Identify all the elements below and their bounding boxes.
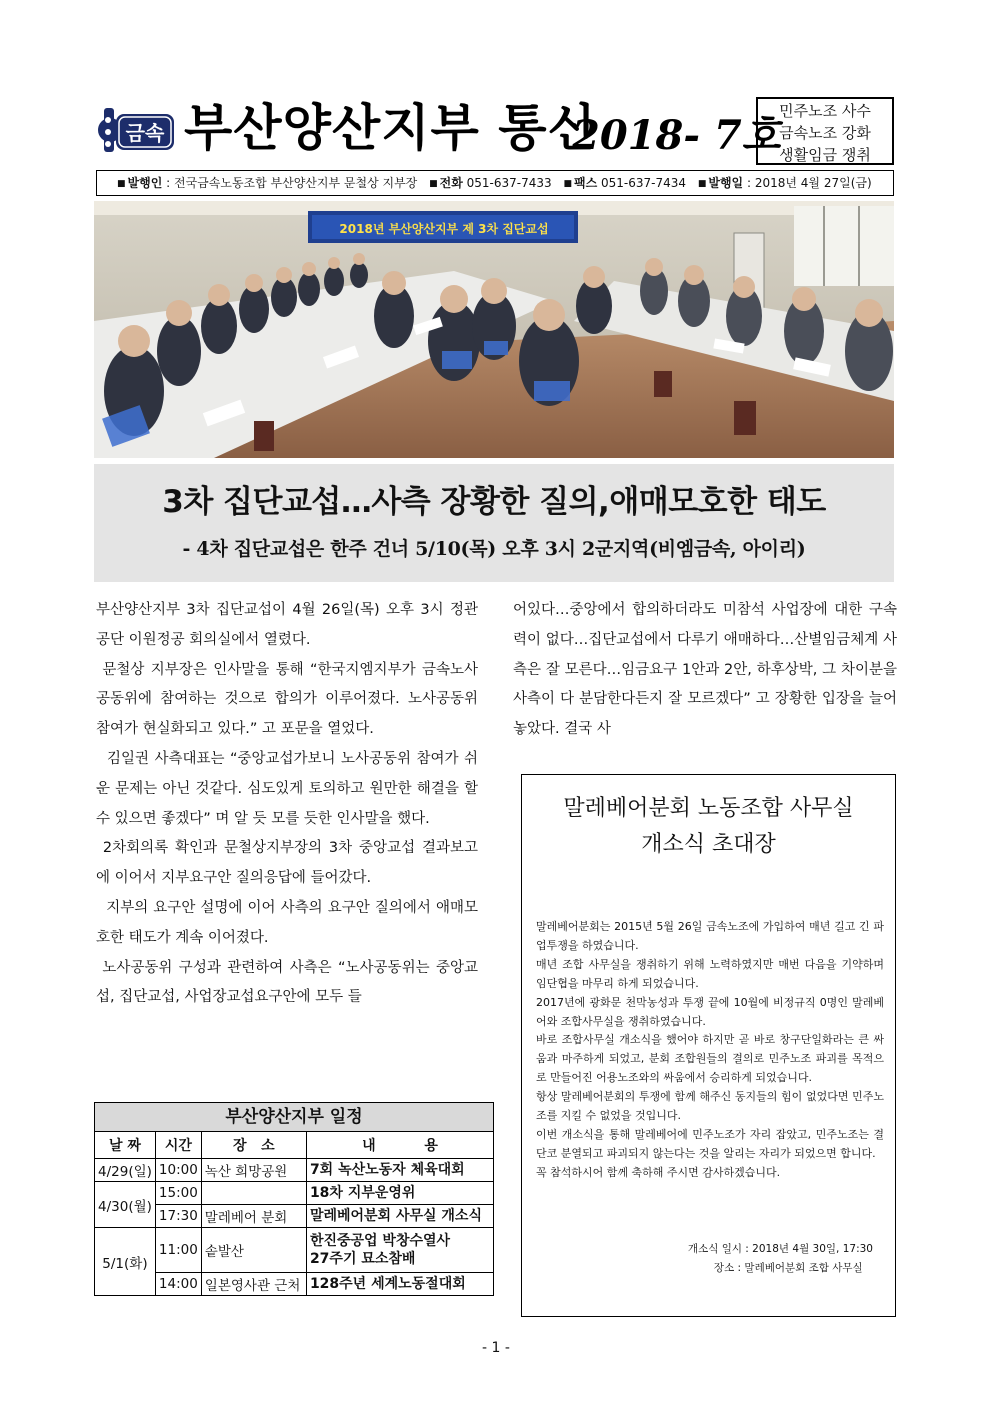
square-bullet-icon: ■ (117, 179, 126, 189)
meeting-photo (94, 201, 894, 458)
header-time: 시간 (155, 1132, 201, 1159)
cell-content (306, 1228, 493, 1273)
cell-place: 말레베어 분회 (201, 1205, 306, 1228)
square-bullet-icon: ■ (563, 179, 572, 189)
cell-place: 일본영사관 근처 (201, 1273, 306, 1296)
article-paragraph: 문철상 지부장은 인사말을 통해 “한국지엠지부가 금속노사공동위에 참여하는 것으로 합의가 이루어졌다. 노사공동위 참여가 현실화되고 있다.” 고 포문을 열었다. (96, 661, 483, 738)
header-place: 장 소 (201, 1132, 306, 1159)
cell-content-line: 27주기 묘소참배 (309, 1251, 416, 1267)
square-bullet-icon: ■ (697, 179, 707, 189)
table-row (95, 1159, 494, 1182)
union-logo (96, 100, 176, 162)
date-value: : 2018년 4월 27일(금) (746, 176, 872, 190)
article-paragraph: 김일권 사측대표는 “중앙교섭가보니 노사공동위 참여가 쉬운 문제는 아닌 것같다. 심도있게 토의하고 원만한 해결을 할 수 있으면 좋겠다” 며 알 듯 모를 듯한 인사말을 했다. (96, 750, 483, 827)
cell-content: 7회 녹산노동자 체육대회 (306, 1159, 493, 1182)
schedule-header-row (95, 1132, 494, 1159)
invitation-title-line: 말레베어분회 노동조합 사무실 (563, 796, 854, 821)
cell-content: 128주년 세계노동절대회 (306, 1273, 493, 1296)
cell-place: 솥발산 (201, 1228, 306, 1273)
invitation-body (536, 918, 884, 1183)
cell-time: 10:00 (155, 1159, 201, 1182)
invitation-title (522, 791, 895, 863)
schedule-title: 부산양산지부 일정 (94, 1102, 494, 1132)
invitation-paragraph: 매년 조합 사무실을 쟁취하기 위해 노력하였지만 매번 다음을 기약하며 임단협을 마무리 하게 되었습니다. (536, 957, 884, 990)
issue-number: 2018- 7호 (572, 112, 781, 159)
cell-date: 4/29(일) (95, 1159, 156, 1182)
invitation-paragraph: 이번 개소식을 통해 말레베어에 민주노조가 자리 잡았고, 민주노조는 결단코 분열되고 파괴되지 않는다는 것을 알리는 자리가 되었으면 합니다. (536, 1127, 884, 1160)
cell-time: 17:30 (155, 1205, 201, 1228)
cell-date: 4/30(월) (95, 1182, 156, 1228)
page-number: - 1 - (482, 1340, 510, 1356)
cell-place (201, 1182, 306, 1205)
invitation-paragraph: 꼭 참석하시어 함께 축하해 주시면 감사하겠습니다. (536, 1165, 781, 1179)
article-paragraph: 지부의 요구안 설명에 이어 사측의 요구안 질의에서 애매모호한 태도가 계속 이어졌다. (96, 899, 478, 946)
invitation-paragraph: 바로 조합사무실 개소식을 했어야 하지만 곧 바로 창구단일화라는 큰 싸움과 마주하게 되었고, 분회 조합원들의 결의로 민주노조 파괴를 목적으로 만들어진 어용노조와의 싸움에서 승리하게 되었습니다. (536, 1033, 884, 1085)
cell-date: 5/1(화) (95, 1228, 156, 1296)
publication-info-bar (96, 170, 894, 196)
phone-value: 051-637-7433 (466, 176, 552, 190)
publisher-value: : 전국금속노동조합 부산양산지부 문철상 지부장 (166, 176, 418, 190)
slogan-line: 민주노조 사수 (779, 102, 871, 120)
publisher-label: 발행인 (127, 176, 163, 190)
photo-banner-text: 2018년 부산양산지부 제 3차 집단교섭 (339, 222, 549, 236)
invitation-footer (688, 1240, 873, 1278)
slogan-line: 생활임금 쟁취 (779, 146, 871, 164)
article-paragraph: 부산양산지부 3차 집단교섭이 4월 26일(목) 오후 3시 정관공단 이원정공 회의실에서 열렸다. (96, 602, 478, 648)
cell-content-line: 한진중공업 박창수열사 (309, 1233, 451, 1249)
header-date: 날 짜 (95, 1132, 156, 1159)
square-bullet-icon: ■ (429, 179, 438, 189)
newsletter-title: 부산양산지부 통신 (184, 99, 597, 157)
svg-text:금속: 금속 (125, 121, 165, 145)
table-row (95, 1228, 494, 1273)
invitation-title-line: 개소식 초대장 (641, 832, 776, 857)
article-right-column: 어있다…중앙에서 합의하더라도 미참석 사업장에 대한 구속력이 없다…집단교섭에서 다루기 애매하다…산별임금체계 사측은 잘 모른다…임금요구 1안과 2안, 하후상박, 그 차이분을 사측이 다 분담한다든지 잘 모르겠다” 고 장황한 입장을 늘어놓았다. 결국 사 (513, 602, 897, 738)
invitation-place: 장소 : 말레베어분회 조합 사무실 (713, 1262, 863, 1274)
article-paragraph: 2차회의록 확인과 문철상지부장의 3차 중앙교섭 결과보고에 이어서 지부요구안 질의응답에 들어갔다. (96, 840, 479, 887)
invitation-paragraph: 2017년에 광화문 천막농성과 투쟁 끝에 10월에 비정규직 0명인 말레베어와 조합사무실을 쟁취하였습니다. (536, 995, 884, 1028)
fax-value: 051-637-7434 (601, 176, 687, 190)
invitation-datetime: 개소식 일시 : 2018년 4월 30일, 17:30 (687, 1243, 873, 1255)
schedule-table (94, 1131, 494, 1296)
cell-place: 녹산 희망공원 (201, 1159, 306, 1182)
header-content: 내 용 (306, 1132, 493, 1159)
cell-content: 18차 지부운영위 (306, 1182, 493, 1205)
slogan-box (756, 97, 894, 165)
cell-content: 말레베어분회 사무실 개소식 (306, 1205, 493, 1228)
invitation-paragraph: 말레베어분회는 2015년 5월 26일 금속노조에 가입하여 매년 길고 긴 파업투쟁을 하였습니다. (536, 920, 884, 952)
cell-time: 11:00 (155, 1228, 201, 1273)
article-paragraph: 노사공동위 구성과 관련하여 사측은 “노사공동위는 중앙교섭, 집단교섭, 사업장교섭요구안에 모두 들 (96, 959, 478, 1006)
invitation-paragraph: 항상 말레베어분회의 투쟁에 함께 해주신 동지들의 힘이 없었다면 민주노조를 지킬 수 없었을 것입니다. (536, 1090, 884, 1123)
headline: 3차 집단교섭…사측 장황한 질의,애매모호한 태도 (162, 484, 826, 520)
subheadline: - 4차 집단교섭은 한주 건너 5/10(목) 오후 3시 2군지역(비엠금속, 아이리) (182, 538, 806, 560)
cell-time: 14:00 (155, 1273, 201, 1296)
slogan-line: 금속노조 강화 (779, 124, 871, 142)
article-left-column (96, 596, 483, 1013)
headline-box (94, 464, 894, 582)
invitation-box (521, 774, 896, 1317)
phone-label: 전화 (439, 176, 463, 190)
table-row (95, 1182, 494, 1205)
fax-label: 팩스 (574, 176, 598, 190)
cell-time: 15:00 (155, 1182, 201, 1205)
date-label: 발행일 (708, 176, 744, 190)
